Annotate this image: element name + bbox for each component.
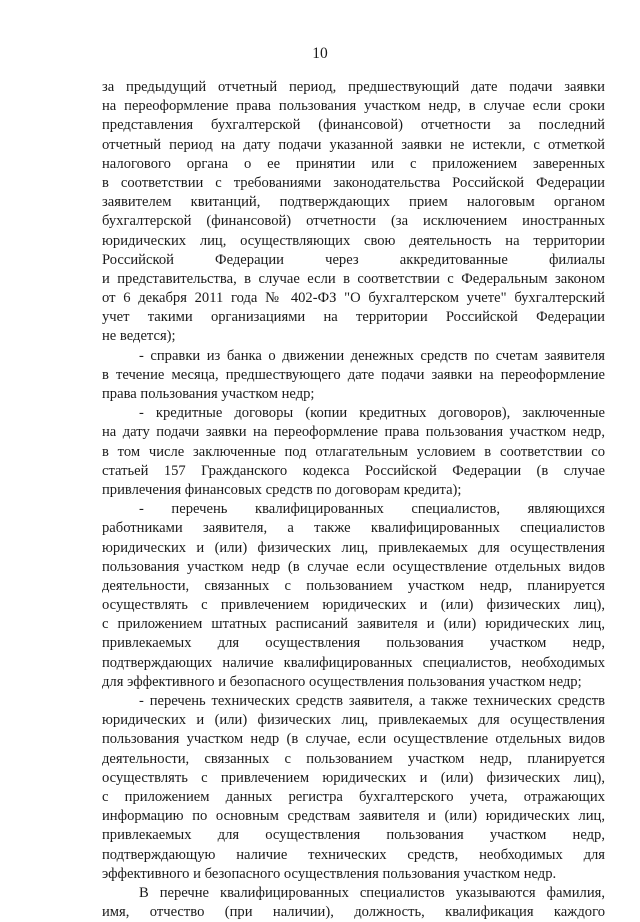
text-line: В перечне квалифицированных специалистов указываются фамилия, (139, 884, 605, 901)
text-line: от 6 декабря 2011 года № 402-ФЗ "О бухгалтерском учете" бухгалтерский (102, 290, 605, 307)
text-line: в соответствии с требованиями законодательства Российской Федерации (102, 174, 605, 191)
text-line: представления бухгалтерской (финансовой) отчетности за последний (102, 117, 605, 134)
text-line: не ведется); (102, 328, 176, 345)
text-line: работниками заявителя, а также квалифицированных специалистов (102, 520, 605, 537)
text-line: учет такими организациями на территории Российской Федерации (102, 309, 605, 326)
text-line: за предыдущий отчетный период, предшествующий дате подачи заявки (102, 79, 605, 95)
text-line: привлекаемых для осуществления пользования участком недр, (102, 635, 605, 652)
text-line: в том числе заключенные под отлагательным условием в соответствии со (102, 443, 605, 460)
text-line: - кредитные договоры (копии кредитных договоров), заключенные (139, 405, 605, 422)
page-number: 10 (312, 45, 328, 62)
text-line: имя, отчество (при наличии), должность, квалификация каждого (102, 904, 605, 921)
text-line: пользования участком недр (в случае, если осуществление отдельных видов (102, 731, 605, 748)
text-line: осуществлять с привлечением юридических и (или) физических лиц), (102, 769, 605, 786)
text-line: для эффективного и безопасного осуществления пользования участком недр; (102, 673, 582, 690)
text-line: бухгалтерской (финансовой) отчетности (за исключением иностранных (102, 213, 605, 230)
text-line: пользования участком недр (в случае если осуществление отдельных видов (102, 558, 605, 575)
text-line: деятельности, связанных с пользованием участком недр, планируется (102, 577, 605, 594)
text-line: права пользования участком недр; (102, 386, 315, 402)
body-text (102, 78, 605, 922)
text-line: в течение месяца, предшествующего дате подачи заявки на переоформление (102, 366, 605, 383)
text-line: заявителем квитанций, подтверждающих прием налоговым органом (102, 194, 605, 211)
text-line: - перечень квалифицированных специалистов, являющихся (139, 501, 605, 518)
text-line: деятельности, связанных с пользованием участком недр, планируется (102, 750, 605, 767)
text-line: налогового органа о ее принятии или с приложением заверенных (102, 155, 605, 172)
text-line: подтверждающую наличие технических средств, необходимых для (102, 846, 605, 863)
text-line: юридических и (или) физических лиц, привлекаемых для осуществления (102, 539, 605, 556)
text-line: привлечения финансовых средств по договорам кредита); (102, 481, 462, 498)
text-line: - справки из банка о движении денежных средств по счетам заявителя (139, 347, 605, 364)
text-line: с приложением данных регистра бухгалтерского учета, отражающих (102, 788, 605, 805)
text-line: подтверждающих наличие квалифицированных специалистов, необходимых (102, 654, 605, 671)
text-line: статьей 157 Гражданского кодекса Российской Федерации (в случае (102, 462, 605, 479)
text-line: эффективного и безопасного осуществления пользования участком недр. (102, 865, 557, 882)
text-line: и представительства, в случае если в соответствии с Федеральным законом (102, 270, 605, 287)
text-line: на дату подачи заявки на переоформление права пользования участком недр, (102, 424, 605, 441)
text-line: осуществлять с привлечением юридических и (или) физических лиц), (102, 597, 605, 614)
text-line: юридических и (или) физических лиц, привлекаемых для осуществления (102, 712, 605, 729)
text-line: с приложением штатных расписаний заявителя и (или) юридических лиц, (102, 616, 605, 633)
text-line: отчетный период на дату подачи указанной заявки не истекли, с отметкой (102, 136, 605, 153)
text-line: юридических лиц, осуществляющих свою деятельность на территории (102, 232, 605, 249)
text-line: привлекаемых для осуществления пользования участком недр, (102, 827, 605, 844)
text-line: на переоформление права пользования участком недр, в случае если сроки (102, 98, 605, 115)
text-line: - перечень технических средств заявителя, а также технических средств (139, 693, 605, 709)
text-line: информацию по основным средствам заявителя и (или) юридических лиц, (102, 808, 605, 825)
text-line: Российской Федерации через аккредитованные филиалы (102, 251, 605, 268)
